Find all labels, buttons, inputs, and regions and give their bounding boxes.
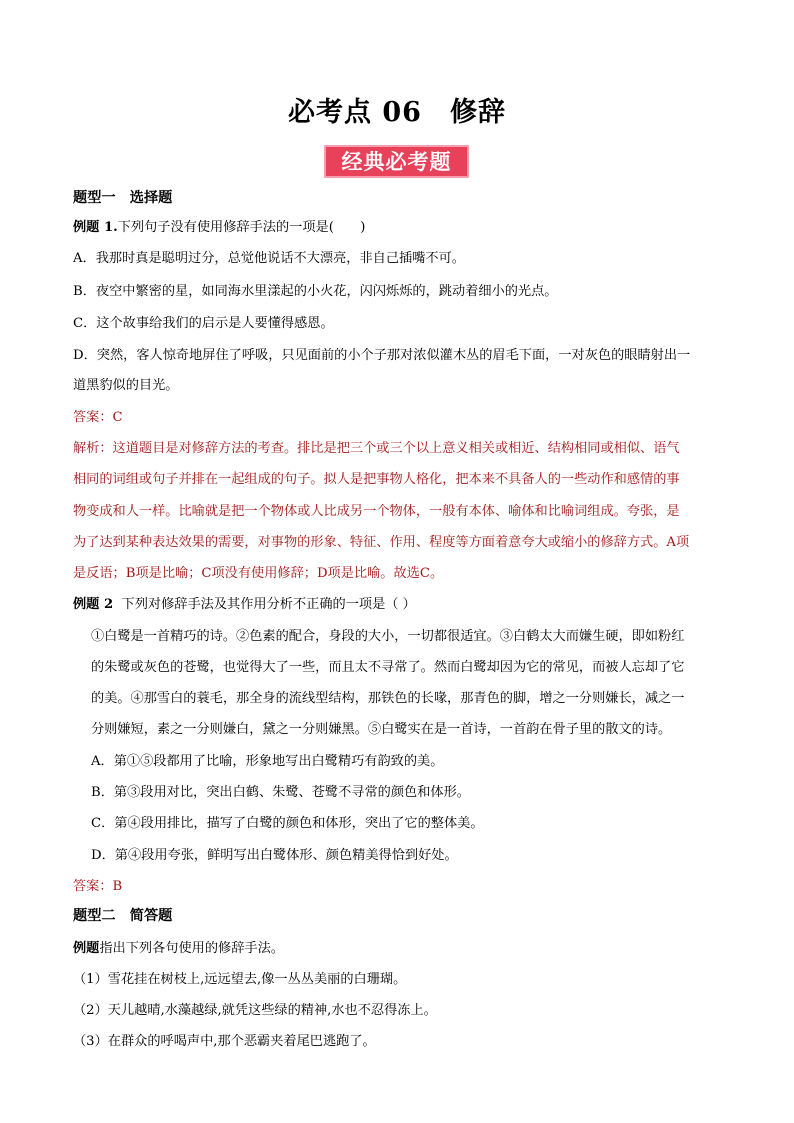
question-2-passage-line: 分则嫌短，素之一分则嫌白，黛之一分则嫌黑。⑤白鹭实在是一首诗，一首韵在骨子里的散文的诗。 bbox=[91, 722, 672, 737]
question-2-option-b: B．第③段用对比，突出白鹤、朱鹭、苍鹭不寻常的颜色和体形。 bbox=[91, 785, 470, 800]
question-2-passage-line: ①白鹭是一首精巧的诗。②色素的配合，身段的大小，一切都很适宜。③白鹤太大而嫌生硬，即如粉红 bbox=[91, 629, 685, 644]
section-heading-short-answer: 题型二 简答题 bbox=[73, 908, 173, 924]
question-2-passage-line: 的美。④那雪白的蓑毛，那全身的流线型结构，那铁色的长喙，那青色的脚，增之一分则嫌长，减之一 bbox=[91, 691, 685, 706]
question-1-option-d: D．突然，客人惊奇地屏住了呼吸，只见面前的小个子那对浓似灌木丛的眉毛下面，一对灰色的眼睛射出一 bbox=[73, 348, 691, 363]
question-3-label: 例题 bbox=[73, 941, 100, 956]
section-heading-choice: 题型一 选择题 bbox=[73, 190, 173, 206]
question-1-text: 下列句子没有使用修辞手法的一项是( ) bbox=[117, 220, 366, 235]
page-title: 必考点 06 修辞 bbox=[288, 97, 506, 128]
question-2-text: 下列对修辞手法及其作用分析不正确的一项是（ ） bbox=[121, 597, 416, 612]
question-1-analysis-line: 是反语；B项是比喻；C项没有使用修辞；D项是比喻。故选C。 bbox=[73, 566, 444, 581]
question-2-option-c: C．第④段用排比，描写了白鹭的颜色和体形，突出了它的整体美。 bbox=[91, 816, 484, 831]
question-2-label: 例题 2 bbox=[73, 597, 114, 612]
question-1-option-c: C．这个故事给我们的启示是人要懂得感恩。 bbox=[73, 316, 334, 331]
question-1-option-a: A．我那时真是聪明过分，总觉他说话不大漂亮，非自己插嘴不可。 bbox=[73, 251, 465, 266]
question-2-answer: 答案：B bbox=[73, 879, 123, 894]
question-1-answer: 答案：C bbox=[73, 410, 123, 425]
question-1-stem bbox=[73, 216, 365, 235]
classic-questions-badge: 经典必考题 bbox=[324, 145, 469, 178]
question-1-analysis-line: 为了达到某种表达效果的需要，对事物的形象、特征、作用、程度等方面着意夸大或缩小的修辞方式。A项 bbox=[73, 535, 690, 550]
question-1-option-d-cont: 道黑豹似的目光。 bbox=[73, 378, 179, 393]
question-1-label: 例题 1. bbox=[73, 220, 118, 235]
question-2-passage-line: 的朱鹭或灰色的苍鹭，也觉得大了一些，而且太不寻常了。然而白鹭却因为它的常见，而被人忘却了它 bbox=[91, 660, 685, 675]
question-1-analysis-line: 相同的词组或句子并排在一起组成的句子。拟人是把事物人格化，把本来不具备人的一些动作和感情的事 bbox=[73, 472, 680, 487]
question-1-option-b: B．夜空中繁密的星，如同海水里漾起的小火花，闪闪烁烁的，跳动着细小的光点。 bbox=[73, 284, 558, 299]
question-3-item: （3）在群众的呼喝声中,那个恶霸夹着尾巴逃跑了。 bbox=[73, 1034, 376, 1049]
question-2-stem bbox=[73, 593, 416, 612]
question-3-stem bbox=[73, 937, 284, 956]
question-3-item: （1）雪花挂在树枝上,远远望去,像一丛丛美丽的白珊瑚。 bbox=[73, 972, 407, 987]
question-1-analysis-line: 解析：这道题目是对修辞方法的考查。排比是把三个或三个以上意义相关或相近、结构相同或相似、语气 bbox=[73, 441, 680, 456]
question-1-analysis-line: 物变成和人一样。比喻就是把一个物体或人比成另一个物体，一般有本体、喻体和比喻词组成。夸张，是 bbox=[73, 504, 680, 519]
question-3-item: （2）天儿越晴,水藻越绿,就凭这些绿的精神,水也不忍得冻上。 bbox=[73, 1003, 437, 1018]
question-2-option-d: D．第④段用夸张，鲜明写出白鹭体形、颜色精美得恰到好处。 bbox=[91, 848, 458, 863]
question-3-text: 指出下列各句使用的修辞手法。 bbox=[99, 941, 284, 956]
question-2-option-a: A．第①⑤段都用了比喻，形象地写出白鹭精巧有韵致的美。 bbox=[91, 754, 444, 769]
